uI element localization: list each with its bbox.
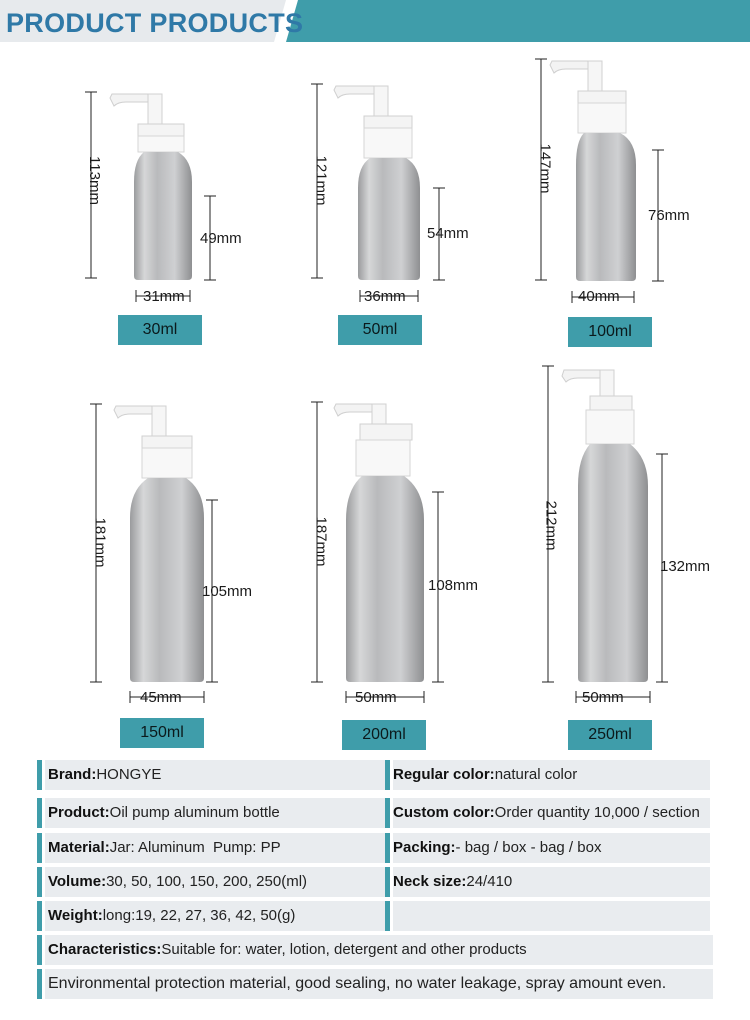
spec-custom-color: Custom color:Order quantity 10,000 / section xyxy=(393,798,710,828)
capacity-label-30ml: 30ml xyxy=(118,315,202,345)
row-accent xyxy=(385,833,390,863)
bottle-diameter-200ml: 50mm xyxy=(355,689,397,706)
bottle-250ml-image xyxy=(520,362,750,750)
spec-brand: Brand:HONGYE xyxy=(45,760,385,790)
bottle-height-100ml: 147mm xyxy=(536,143,554,194)
row-accent xyxy=(385,798,390,828)
row-accent xyxy=(37,935,42,965)
bottle-card-50ml xyxy=(296,80,536,350)
row-accent xyxy=(385,760,390,790)
spec-row xyxy=(37,833,710,863)
bottle-100ml-image xyxy=(520,55,750,350)
bottle-diameter-150ml: 45mm xyxy=(140,689,182,706)
capacity-label-200ml: 200ml xyxy=(342,720,426,750)
bottle-body-height-100ml: 76mm xyxy=(648,207,690,224)
bottle-diameter-250ml: 50mm xyxy=(582,689,624,706)
row-accent xyxy=(37,969,42,999)
row-accent xyxy=(37,798,42,828)
header-banner xyxy=(0,0,750,42)
spec-volume: Volume:30, 50, 100, 150, 200, 250(ml) xyxy=(45,867,385,897)
bottle-card-250ml xyxy=(520,362,750,750)
row-accent xyxy=(37,833,42,863)
spec-regular-color: Regular color:natural color xyxy=(393,760,710,790)
capacity-label-100ml: 100ml xyxy=(568,317,652,347)
bottle-card-30ml xyxy=(70,80,310,350)
capacity-label-150ml: 150ml xyxy=(120,718,204,748)
bottle-card-150ml xyxy=(70,400,310,750)
spec-row xyxy=(37,901,710,931)
row-accent xyxy=(37,867,42,897)
bottle-height-150ml: 181mm xyxy=(91,517,109,568)
bottle-card-200ml xyxy=(296,398,536,750)
bottle-height-200ml: 187mm xyxy=(312,516,330,567)
bottle-diameter-50ml: 36mm xyxy=(364,288,406,305)
bottle-body-height-50ml: 54mm xyxy=(427,225,469,242)
row-accent xyxy=(385,901,390,931)
spec-row xyxy=(37,760,710,790)
bottle-150ml-image xyxy=(70,400,310,750)
spec-neck-size: Neck size:24/410 xyxy=(393,867,710,897)
bottle-body-height-150ml: 105mm xyxy=(202,583,253,600)
spec-product: Product:Oil pump aluminum bottle xyxy=(45,798,385,828)
bottle-diameter-100ml: 40mm xyxy=(578,288,620,305)
spec-weight: Weight:long:19, 22, 27, 36, 42, 50(g) xyxy=(45,901,385,931)
bottle-200ml-image xyxy=(296,398,536,750)
row-accent xyxy=(37,901,42,931)
spec-empty-cell xyxy=(393,901,710,931)
bottle-height-30ml: 113mm xyxy=(85,156,103,205)
spec-environmental: Environmental protection material, good sealing, no water leakage, spray amount even. xyxy=(45,969,713,999)
bottle-30ml-image xyxy=(70,80,310,350)
capacity-label-250ml: 250ml xyxy=(568,720,652,750)
spec-row xyxy=(37,867,710,897)
bottle-50ml-image xyxy=(296,80,536,350)
bottle-height-250ml: 212mm xyxy=(542,500,560,551)
spec-row xyxy=(37,798,710,828)
spec-row xyxy=(37,969,710,999)
bottle-height-50ml: 121mm xyxy=(312,155,330,206)
spec-row xyxy=(37,935,710,965)
row-accent xyxy=(385,867,390,897)
spec-packing: Packing:- bag / box - bag / box xyxy=(393,833,710,863)
bottle-diameter-30ml: 31mm xyxy=(143,288,185,305)
bottle-body-height-30ml: 49mm xyxy=(200,230,242,247)
capacity-label-50ml: 50ml xyxy=(338,315,422,345)
page-title: PRODUCT PRODUCTS xyxy=(6,8,304,38)
spec-material: Material:Jar: Aluminum Pump: PP xyxy=(45,833,385,863)
spec-characteristics: Characteristics:Suitable for: water, lotion, detergent and other products xyxy=(45,935,713,965)
bottle-body-height-250ml: 132mm xyxy=(660,558,711,575)
bottle-body-height-200ml: 108mm xyxy=(428,577,479,594)
bottle-card-100ml xyxy=(520,55,750,350)
row-accent xyxy=(37,760,42,790)
